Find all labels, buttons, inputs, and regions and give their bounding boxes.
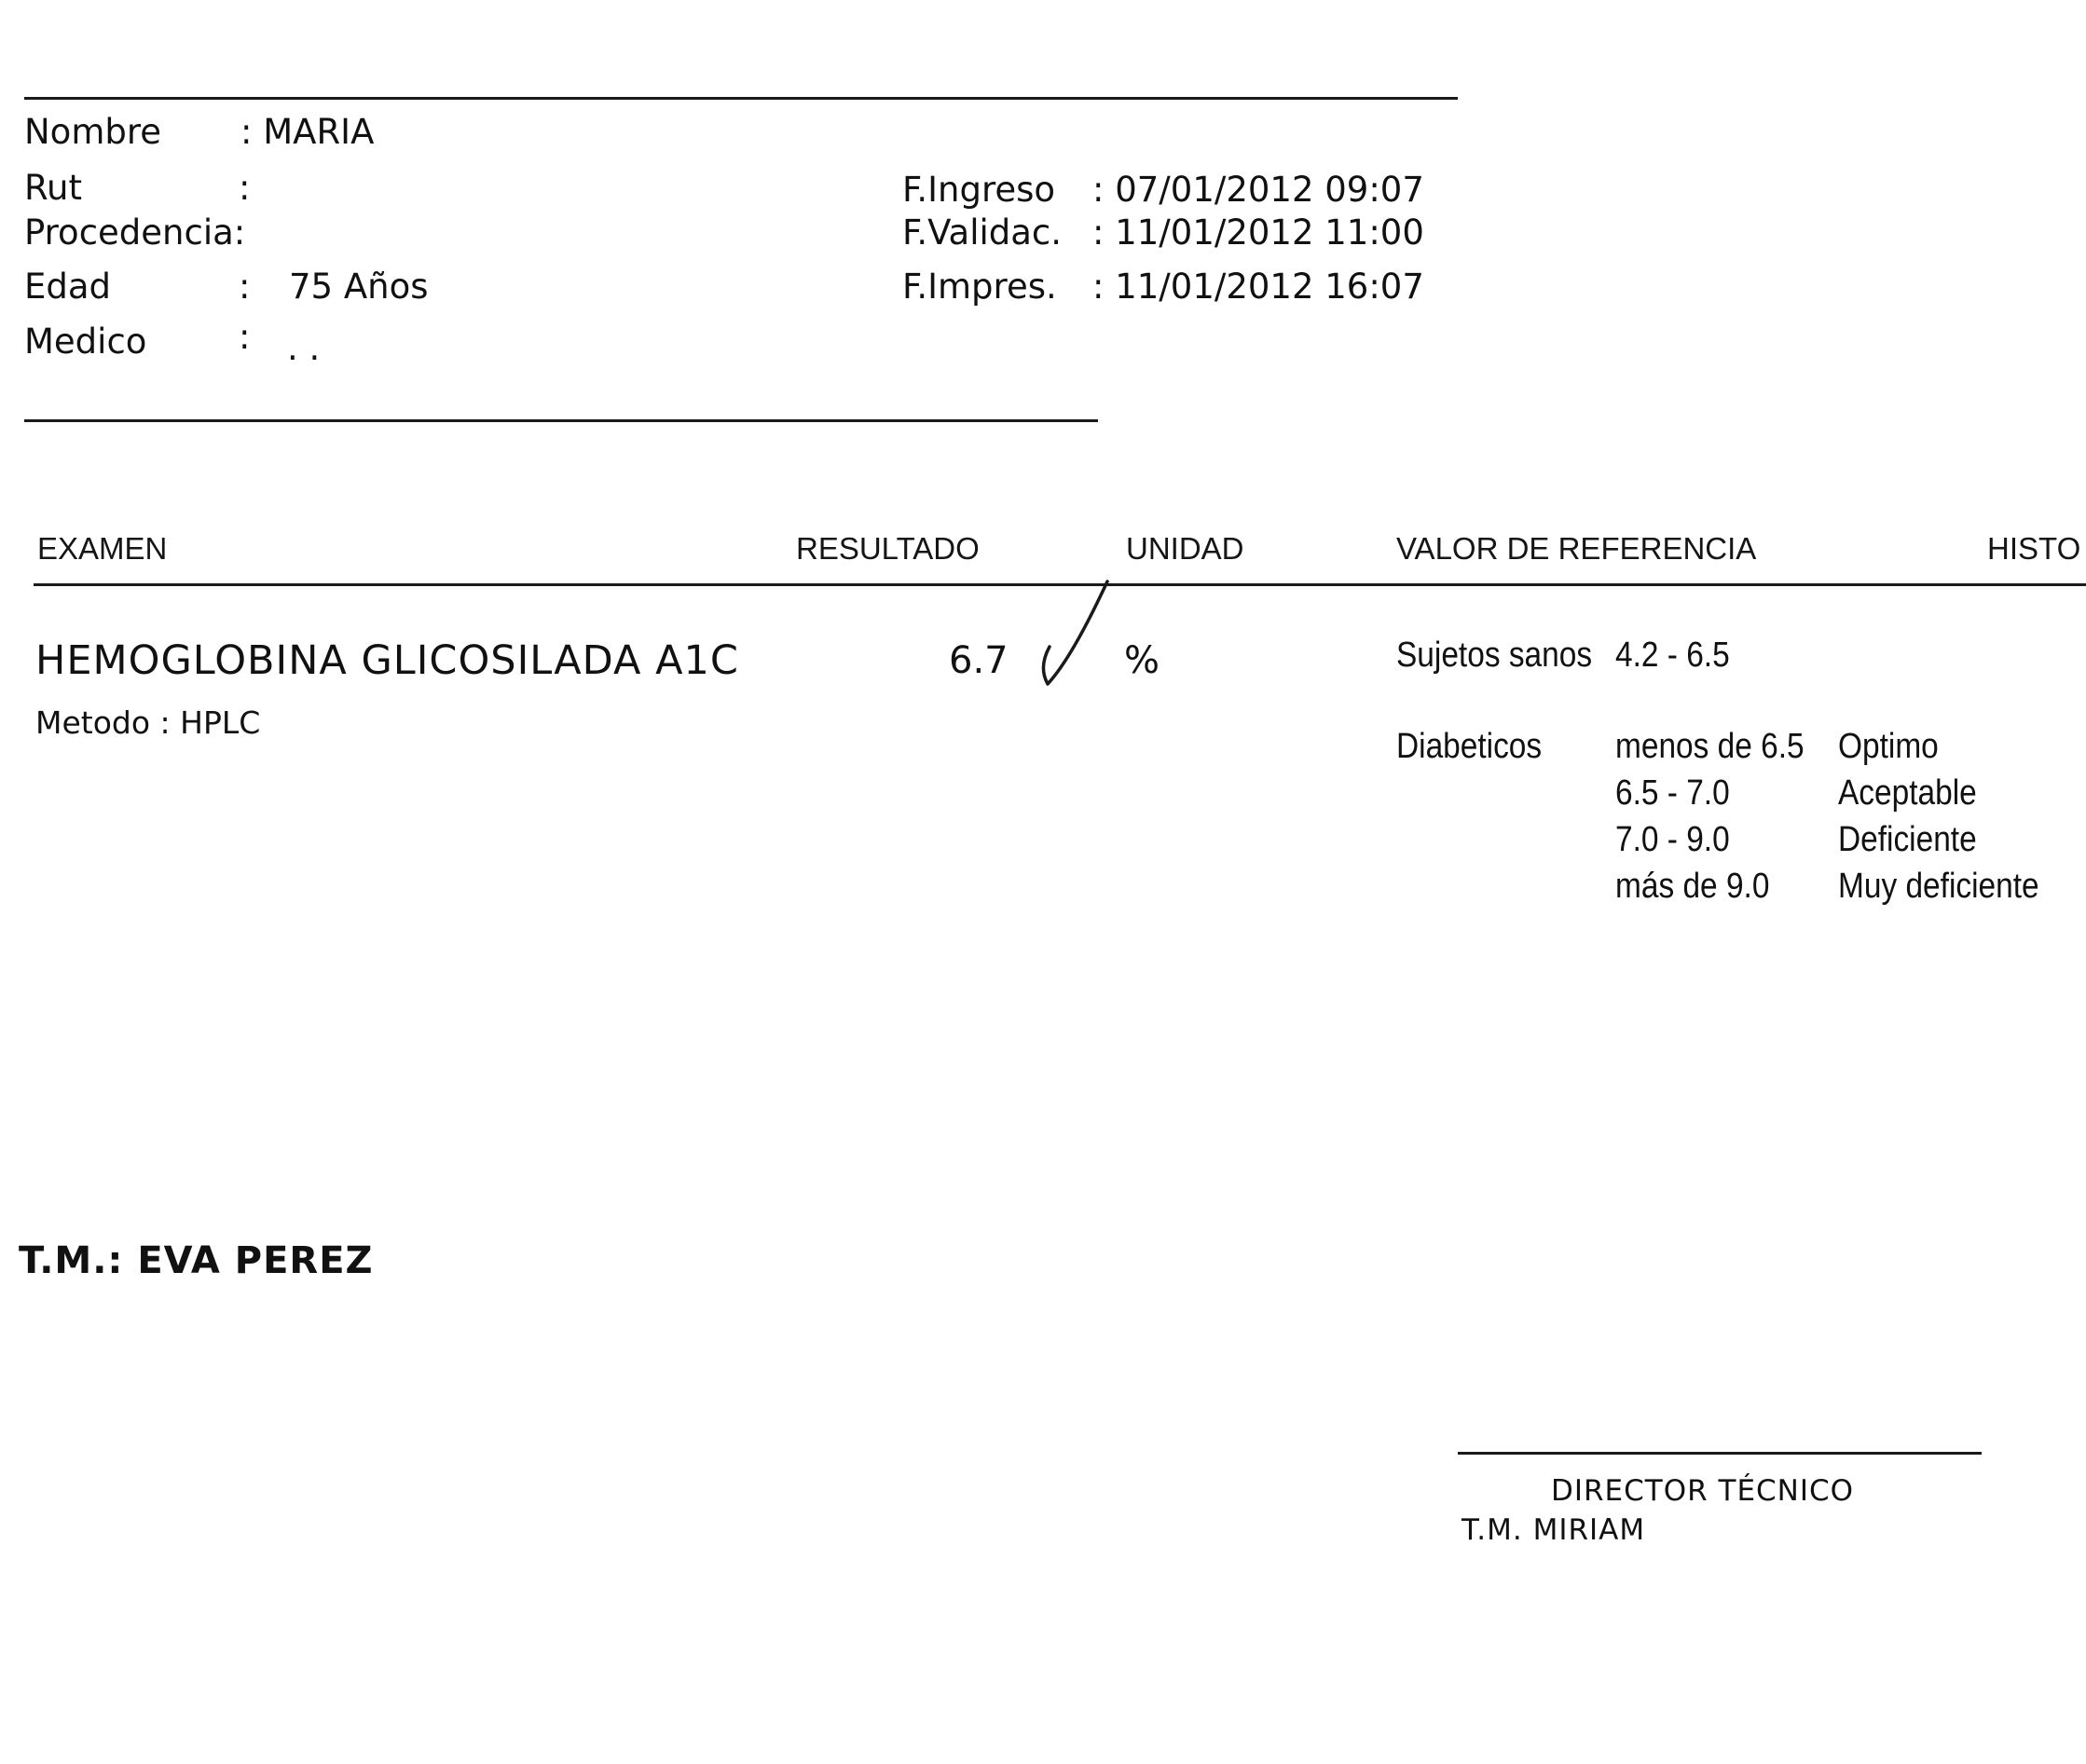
signature-title: DIRECTOR TÉCNICO [1551,1474,1855,1508]
technologist-name: T.M.: EVA PEREZ [19,1239,374,1282]
ref-status-3: Deficiente [1838,820,1977,859]
header-histo: HISTO [1987,531,2081,566]
medico-label: Medico [24,321,147,362]
exam-name: HEMOGLOBINA GLICOSILADA A1C [35,637,739,684]
validac-label: F.Validac. [902,212,1063,253]
ref-status-1: Optimo [1838,727,1939,766]
rut-label: Rut [24,168,83,208]
patient-rule [24,419,1098,422]
nombre-value: : MARIA [240,112,375,152]
header-resultado: RESULTADO [796,531,980,566]
ref-status-2: Aceptable [1838,773,1977,813]
ref-healthy-range: 4.2 - 6.5 [1615,636,1730,675]
header-valor-referencia: VALOR DE REFERENCIA [1396,531,1757,566]
ref-range-4: más de 9.0 [1615,867,1770,906]
validac-value: : 11/01/2012 11:00 [1092,212,1424,253]
top-rule [24,97,1458,100]
medico-value: . . [287,328,321,368]
medico-colon: : [239,317,251,357]
signature-line [1458,1452,1982,1455]
exam-unit: % [1124,639,1160,682]
edad-label: Edad [24,267,112,307]
ingreso-value: : 07/01/2012 09:07 [1092,170,1424,210]
exam-method: Metodo : HPLC [35,704,261,741]
signature-name: T.M. MIRIAM [1462,1513,1646,1547]
edad-value: 75 Años [289,267,429,307]
ref-range-2: 6.5 - 7.0 [1615,773,1730,813]
edad-colon: : [239,267,251,307]
exam-result: 6.7 [949,639,1009,682]
impres-value: : 11/01/2012 16:07 [1092,267,1424,307]
ingreso-label: F.Ingreso [902,170,1056,210]
impres-label: F.Impres. [902,267,1057,307]
checkmark-icon [1035,574,1118,695]
ref-range-1: menos de 6.5 [1615,727,1805,766]
header-unidad: UNIDAD [1126,531,1244,566]
ref-healthy-label: Sujetos sanos [1396,636,1593,675]
rut-colon: : [239,168,251,208]
ref-range-3: 7.0 - 9.0 [1615,820,1730,859]
header-examen: EXAMEN [37,531,168,566]
ref-diabetic-label: Diabeticos [1396,727,1543,766]
nombre-label: Nombre [24,112,162,152]
procedencia-label: Procedencia: [24,212,246,253]
ref-status-4: Muy deficiente [1838,867,2039,906]
